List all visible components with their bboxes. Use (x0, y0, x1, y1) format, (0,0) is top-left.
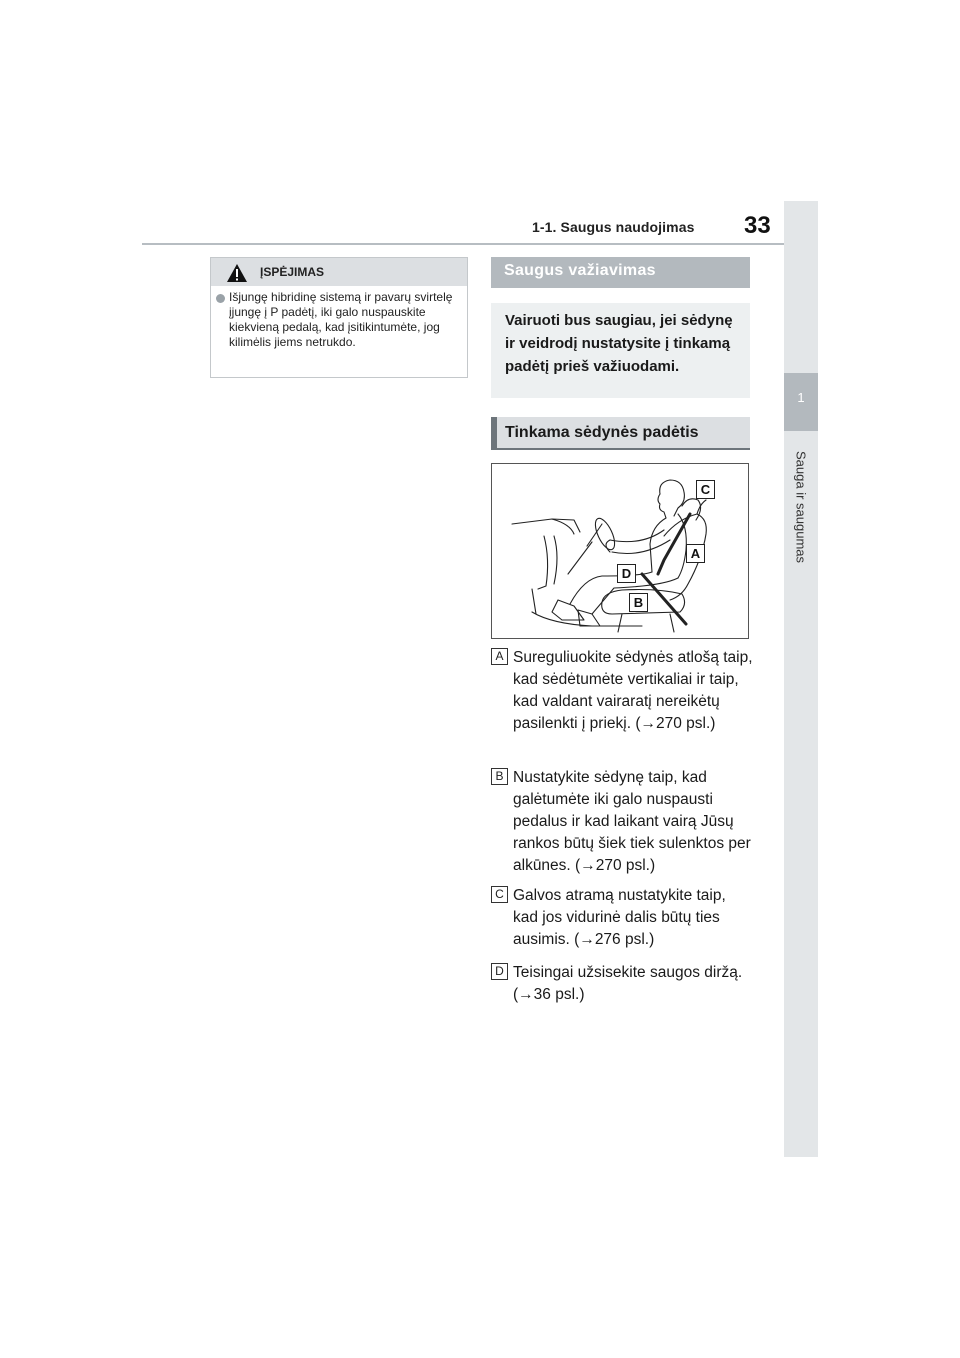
item-text-b: Nustatykite sėdynę taip, kad galėtumėte iki galo nuspausti pedalus ir kad laikant vairą Jūsų rankos būtų šiek tiek sulenktos per alkūnes. (→270 psl.) (513, 769, 751, 874)
item-marker-c: C (491, 886, 508, 903)
item-marker-b: B (491, 768, 508, 785)
chapter-label: Sauga ir saugumas (793, 450, 809, 564)
figure-callout-a: A (686, 544, 705, 563)
section-heading: Saugus važiavimas (504, 262, 656, 279)
item-text-a: Sureguliuokite sėdynės atlošą taip, kad sėdėtumėte vertikaliai ir taip, kad valdant vairaratį nereikėtų pasilenkti į priekį. (→270 psl.) (513, 649, 753, 732)
subheading: Tinkama sėdynės padėtis (505, 424, 699, 441)
chapter-number: 1 (797, 390, 805, 405)
item-marker-d: D (491, 963, 508, 980)
section-title: 1-1. Saugus naudojimas (532, 219, 695, 235)
warning-text: Išjungę hibridinę sistemą ir pavarų svirtelę įjungę į P padėtį, iki galo nuspauskite kiekvieną pedalą, kad įsitikintumėte, jog kilimėlis jiems netrukdo. (229, 290, 453, 349)
subheading-accent-bar (491, 417, 497, 450)
page-number: 33 (744, 212, 771, 239)
bullet-icon (216, 294, 225, 303)
seat-position-figure (491, 463, 749, 639)
figure-callout-c: C (696, 480, 715, 499)
intro-text: Vairuoti bus saugiau, jei sėdynę ir veidrodį nustatysite į tinkamą padėtį prieš važiuodami. (505, 312, 733, 375)
item-text-d: Teisingai užsisekite saugos diržą. (→36 psl.) (513, 964, 743, 1003)
warning-title: ĮSPĖJIMAS (260, 265, 325, 279)
item-text-c: Galvos atramą nustatykite taip, kad jos vidurinė dalis būtų ties ausimis. (→276 psl.) (513, 887, 726, 948)
figure-callout-b: B (629, 593, 648, 612)
header-rule (142, 243, 784, 245)
warning-header (211, 258, 467, 286)
warning-triangle-icon (226, 263, 248, 283)
figure-callout-d: D (617, 564, 636, 583)
side-chapter-tab (784, 201, 818, 1157)
item-marker-a: A (491, 648, 508, 665)
